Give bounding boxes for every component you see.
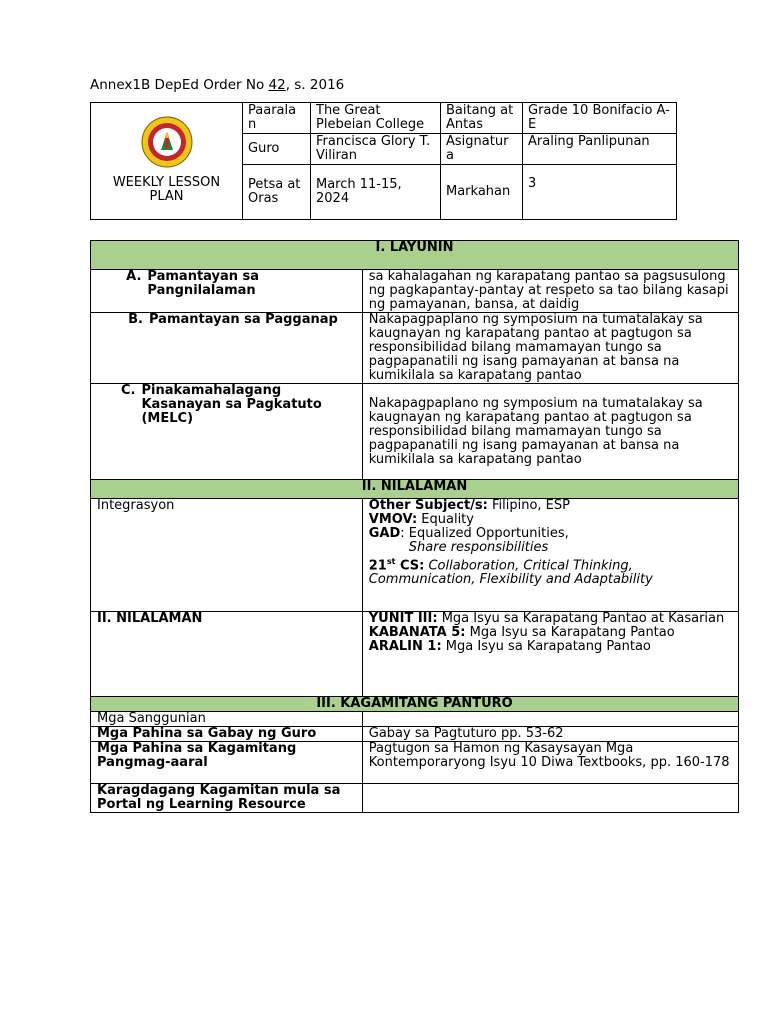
paaralan-value: The Great Plebeian College: [311, 103, 441, 134]
other-subject-label: Other Subject/s:: [368, 498, 488, 513]
logo-title-cell: [91, 103, 243, 220]
petsa-value: March 11-15, 2024: [311, 165, 441, 220]
gabay-guro-value: Gabay sa Pagtuturo pp. 53-62: [362, 727, 738, 742]
kabanata-value: Mga Isyu sa Karapatang Pantao: [465, 625, 675, 640]
section-header-kagamitan: III. KAGAMITANG PANTURO: [91, 697, 739, 712]
gad-label: GAD: [368, 526, 401, 541]
sanggunian-label: Mga Sanggunian: [91, 712, 363, 727]
cs-label-2: CS:: [395, 558, 425, 574]
integrasyon-label: Integrasyon: [91, 499, 363, 612]
section-header-layunin: I. LAYUNIN: [91, 241, 739, 270]
gad-value: : Equalized Opportunities,: [400, 526, 569, 541]
markahan-value: 3: [523, 165, 677, 220]
karagdagang-value: [362, 784, 738, 813]
school-logo: [96, 116, 237, 164]
asignatura-value: Araling Panlipunan: [523, 134, 677, 165]
pamantayan-pagganap-value: Nakapagpaplano ng symposium na tumatalakay sa kaugnayan ng karapatang pantao at pagtugon sa responsibilidad bilang mamamayan tungo sa pagpapanatili ng isang pamayanan at bansa na kumikilala sa karapatang pantao: [362, 313, 738, 384]
pamantayan-pagganap-label: Pamantayan sa Pagganap: [149, 312, 338, 327]
vmov-value: Equality: [417, 512, 474, 527]
vmov-label: VMOV:: [368, 512, 418, 527]
nilalaman-label: II. NILALAMAN: [91, 612, 363, 697]
pamantayan-nilalaman-label: Pamantayan sa Pangnilalaman: [147, 269, 260, 298]
annex-line: [90, 77, 344, 93]
baitang-label: Baitang at Antas: [441, 103, 523, 134]
integrasyon-value: [362, 499, 738, 612]
melc-cell: [91, 384, 363, 480]
annex-prefix: Annex1B DepEd Order No: [90, 77, 269, 93]
paaralan-label: Paarala n: [243, 103, 311, 134]
other-subject-value: Filipino, ESP: [487, 498, 570, 513]
kagamitan-value: Pagtugon sa Hamon ng Kasaysayan Mga Kontemporaryong Isyu 10 Diwa Textbooks, pp. 160-178: [362, 742, 738, 784]
nilalaman-value: [362, 612, 738, 697]
kabanata-label: KABANATA 5:: [368, 625, 466, 640]
lesson-table: [90, 240, 739, 813]
cs-label: 21: [368, 558, 387, 574]
gad-value-2: Share responsibilities: [408, 540, 549, 555]
melc-label: Pinakamahalagang Kasanayan sa Pagkatuto (MELC): [141, 383, 322, 426]
guro-value: Francisca Glory T. Viliran: [311, 134, 441, 165]
college-seal-icon: [141, 116, 193, 168]
annex-suffix: , s. 2016: [285, 77, 345, 93]
section-header-nilalaman: II. NILALAMAN: [91, 480, 739, 499]
order-number: 42: [268, 77, 286, 93]
cs-superscript: st: [386, 557, 396, 566]
guro-label: Guro: [243, 134, 311, 165]
yunit-value: Mga Isyu sa Karapatang Pantao at Kasarian: [437, 611, 725, 626]
markahan-label: Markahan: [441, 165, 523, 220]
pamantayan-nilalaman-value: sa kahalagahan ng karapatang pantao sa pagsusulong ng pagkapantay-pantay at respeto sa tao bilang kasapi ng pamayanan, bansa, at daidig: [362, 270, 738, 313]
kagamitan-label: Mga Pahina sa Kagamitang Pangmag-aaral: [91, 742, 363, 784]
baitang-value: Grade 10 Bonifacio A-E: [523, 103, 677, 134]
cs-value: Collaboration, Critical Thinking, Communication, Flexibility and Adaptability: [368, 558, 653, 588]
petsa-label: Petsa at Oras: [243, 165, 311, 220]
pamantayan-pagganap-cell: [91, 313, 363, 384]
aralin-value: Mga Isyu sa Karapatang Pantao: [441, 639, 651, 654]
gabay-guro-label: Mga Pahina sa Gabay ng Guro: [91, 727, 363, 742]
melc-value: Nakapagpaplano ng symposium na tumatalakay sa kaugnayan ng karapatang pantao at pagtugon sa responsibilidad bilang mamamayan tungo sa pagpapanatili ng isang pamayanan at bansa na kumikilala sa karapatang pantao: [362, 384, 738, 480]
karagdagang-label: Karagdagang Kagamitan mula sa Portal ng Learning Resource: [91, 784, 363, 813]
item-letter-a: A.: [126, 269, 142, 284]
lesson-plan-title: WEEKLY LESSON PLAN: [112, 175, 221, 204]
asignatura-label: Asignatur a: [441, 134, 523, 165]
header-table: [90, 102, 677, 220]
item-letter-c: C.: [121, 383, 136, 398]
item-letter-b: B.: [128, 312, 143, 327]
sanggunian-value: [362, 712, 738, 727]
aralin-label: ARALIN 1:: [368, 639, 442, 654]
pamantayan-nilalaman-cell: [91, 270, 363, 313]
yunit-label: YUNIT III:: [368, 611, 438, 626]
